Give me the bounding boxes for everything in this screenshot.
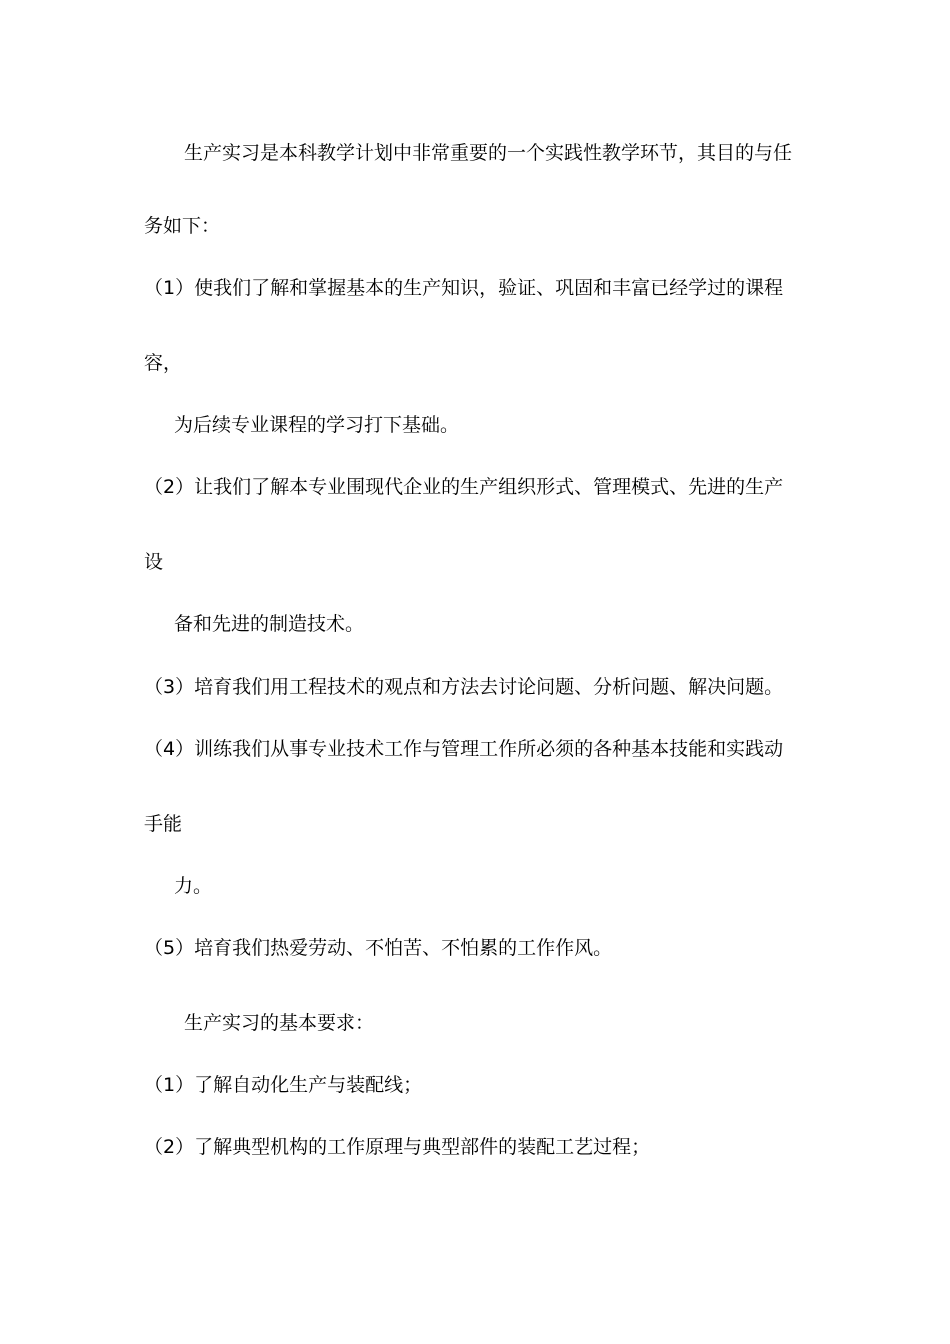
list-item-line: （3）培育我们用工程技术的观点和方法去讨论问题、分析问题、解决问题。: [144, 676, 784, 698]
paragraph-line: 务如下：: [144, 215, 221, 237]
paragraph-line: 为后续专业课程的学习打下基础。: [174, 414, 460, 436]
paragraph-line: 容，: [144, 352, 183, 374]
section-heading: 生产实习的基本要求：: [184, 1012, 375, 1034]
list-item-line: （4）训练我们从事专业技术工作与管理工作所必须的各种基本技能和实践动: [144, 738, 784, 760]
list-item-line: （1）了解自动化生产与装配线；: [144, 1074, 423, 1096]
list-item-line: （2）了解典型机构的工作原理与典型部件的装配工艺过程；: [144, 1136, 651, 1158]
paragraph-line: 力。: [174, 875, 213, 897]
paragraph-line: 生产实习是本科教学计划中非常重要的一个实践性教学环节，其目的与任: [184, 142, 793, 164]
paragraph-line: 备和先进的制造技术。: [174, 613, 365, 635]
list-item-line: （1）使我们了解和掌握基本的生产知识，验证、巩固和丰富已经学过的课程: [144, 277, 784, 299]
paragraph-line: 设: [144, 551, 164, 573]
list-item-line: （2）让我们了解本专业围现代企业的生产组织形式、管理模式、先进的生产: [144, 476, 784, 498]
list-item-line: （5）培育我们热爱劳动、不怕苦、不怕累的工作作风。: [144, 937, 613, 959]
paragraph-line: 手能: [144, 813, 183, 835]
